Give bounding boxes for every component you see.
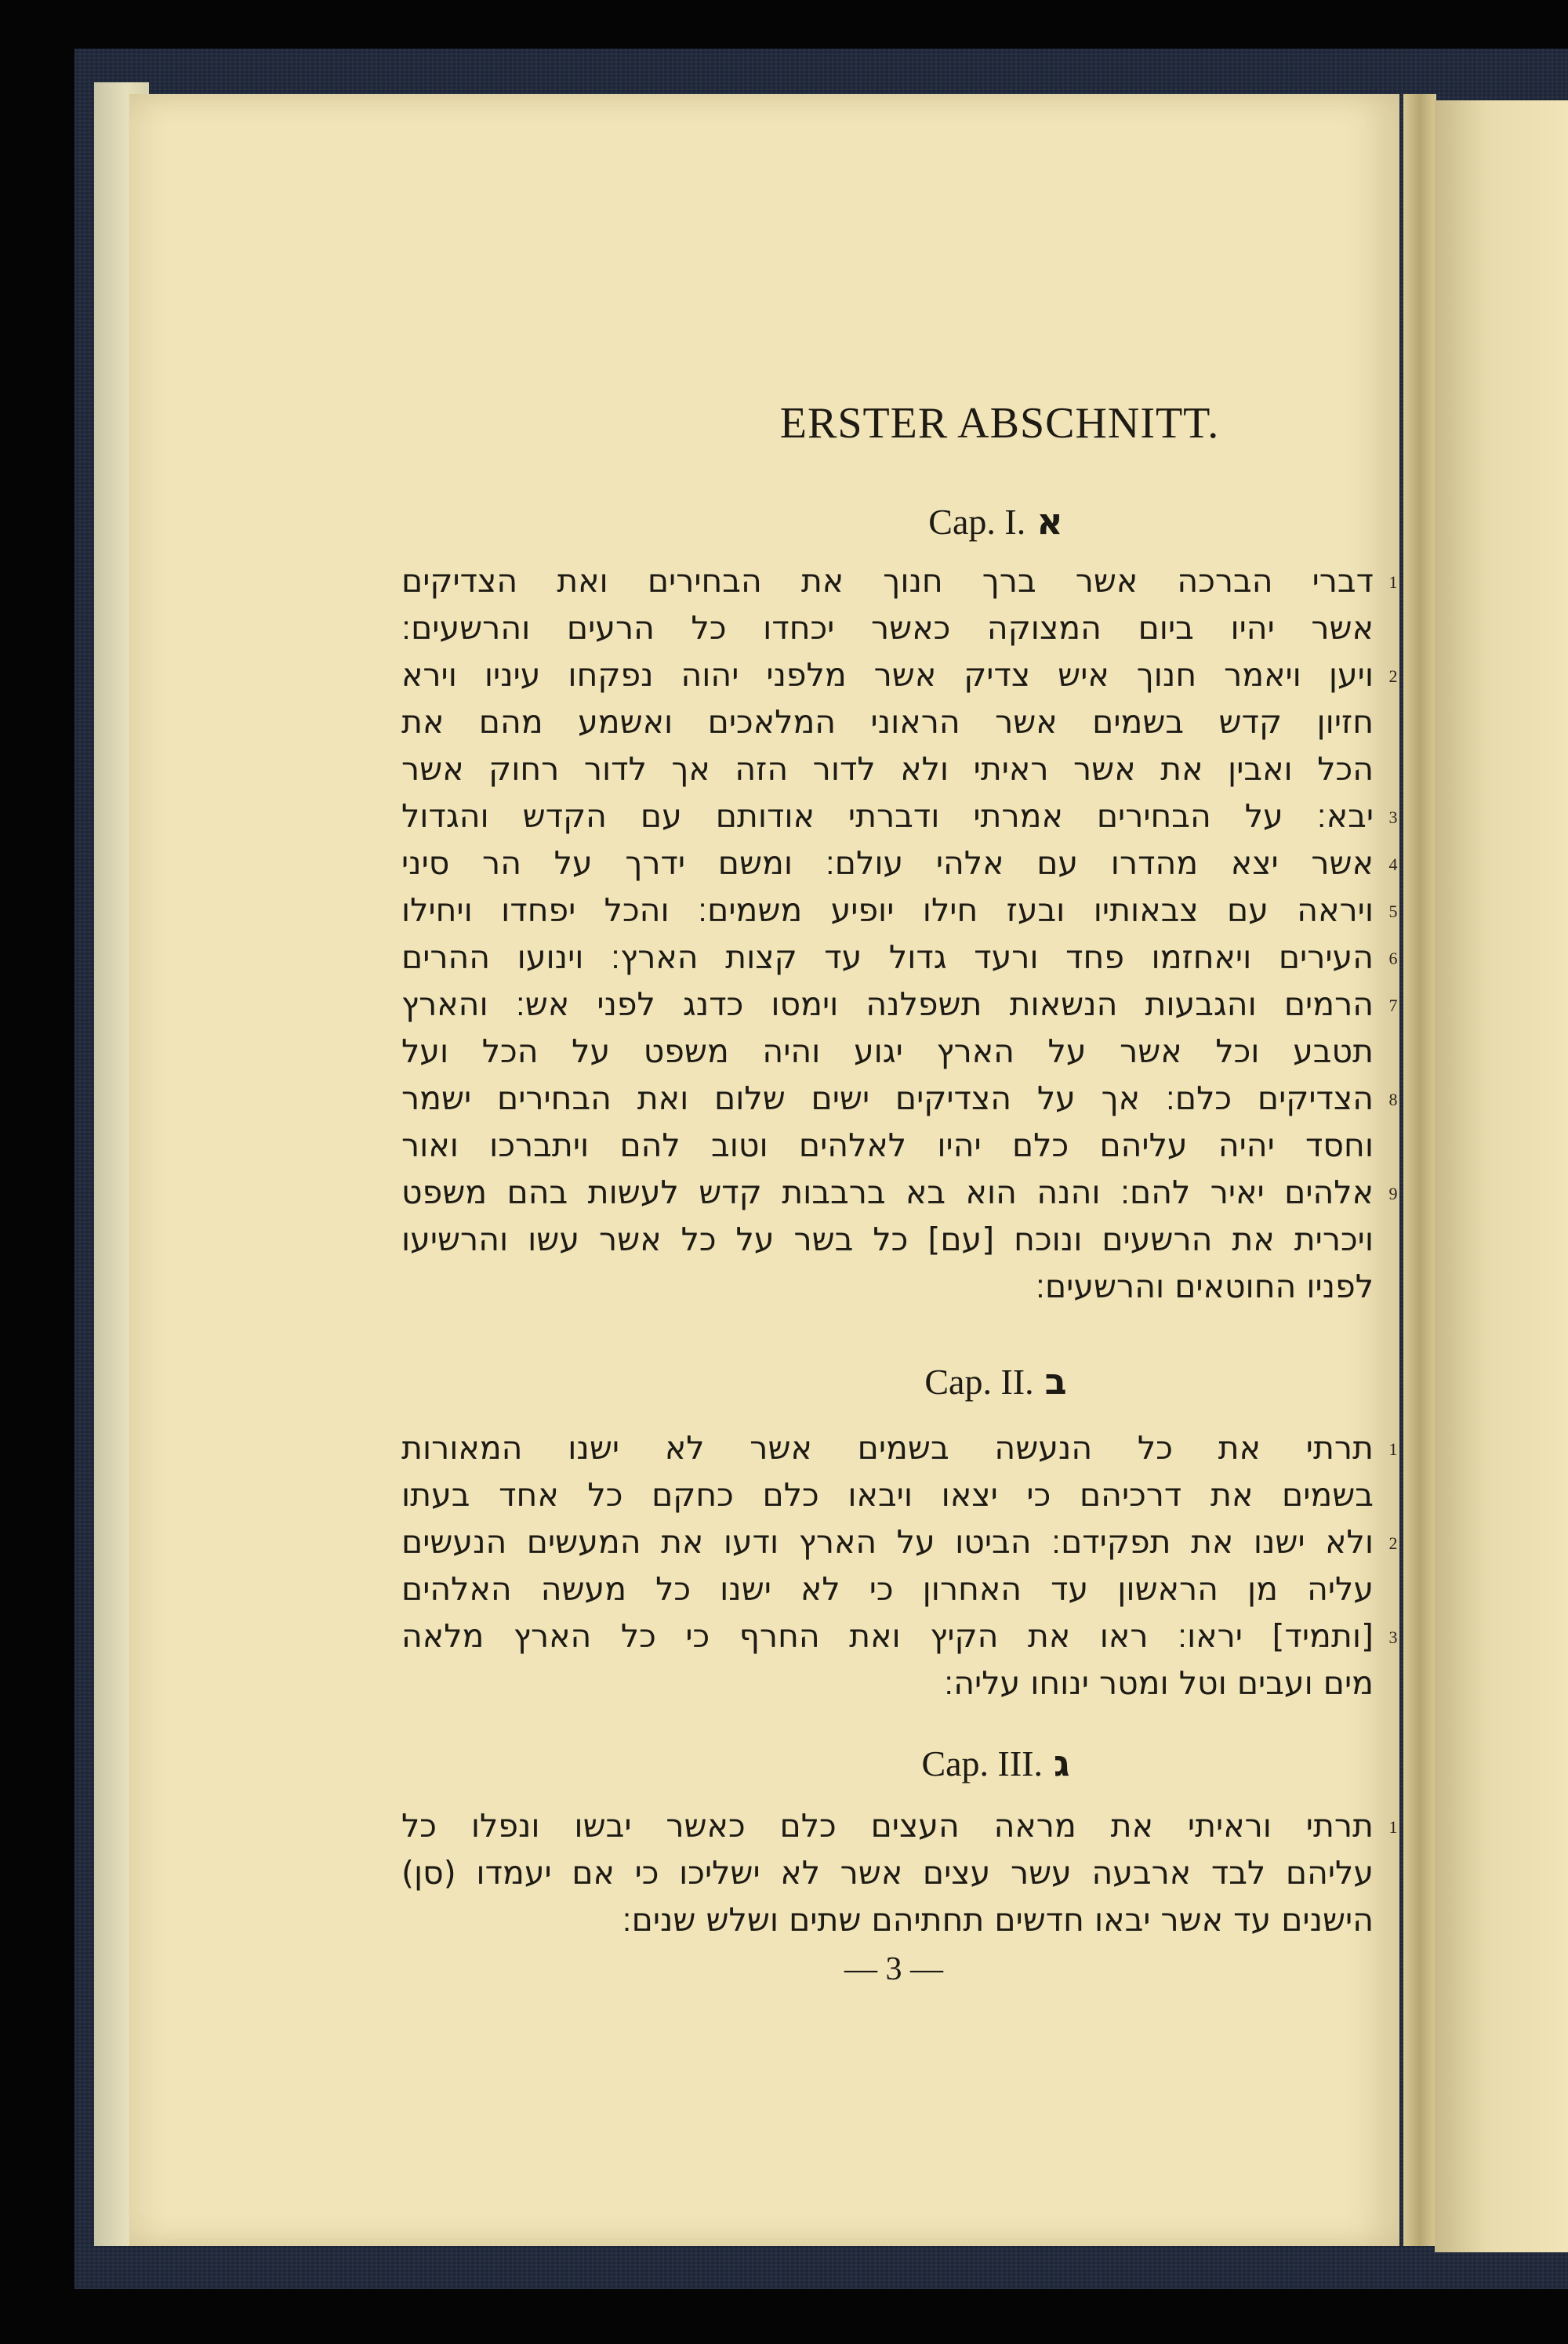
verse-number: 6: [1388, 949, 1398, 968]
verse-number: 4: [1388, 855, 1398, 874]
text-line: הצדיקים כלם׃ אך על הצדיקים ישים שלום ואת הבחירים ישמר: [401, 1079, 1374, 1117]
text-line: אשר יצא מהדרו עם אלהי עולם׃ ומשם ידרך על הר סיני: [401, 844, 1374, 882]
text-line: ולא ישנו את תפקידם׃ הביטו על הארץ ודעו את המעשים הנעשים: [401, 1523, 1374, 1561]
section-heading: ERSTER ABSCHNITT.: [779, 399, 1220, 448]
verse-number: 3: [1388, 1627, 1398, 1647]
text-line: [ותמיד] יראו׃ ראו את הקיץ ואת החרף כי כל הארץ מלאה: [401, 1617, 1374, 1655]
chapter-label: Cap. III.: [921, 1743, 1043, 1783]
text-line: לפניו החוטאים והרשעים׃: [1035, 1268, 1374, 1305]
text-line: ויכרית את הרשעים ונוכח [עם] כל בשר על כל אשר עשו והרשיעו: [401, 1221, 1374, 1258]
text-line: חזיון קדש בשמים אשר הראוני המלאכים ואשמע מהם את: [401, 703, 1374, 741]
verse-number: 1: [1388, 572, 1398, 592]
chapter-hebrew-letter: ב: [1044, 1360, 1067, 1402]
text-line: עליה מן הראשון עד האחרון כי לא ישנו כל מעשה האלהים: [401, 1570, 1374, 1608]
chapter-hebrew-letter: א: [1036, 500, 1063, 542]
text-line: בשמים את דרכיהם כי יצאו ויבאו כלם כחקם כל אחד בעתו: [401, 1476, 1374, 1514]
text-line: אשר יהיו ביום המצוקה כאשר יכחדו כל הרעים והרשעים׃: [401, 609, 1374, 647]
text-line: הישנים עד אשר יבאו חדשים תחתיהם שתים ושלש שנים׃: [622, 1901, 1374, 1939]
text-line: הרמים והגבעות הנשאות תשפלנה וימסו כדנג לפני אש׃ והארץ: [401, 985, 1374, 1023]
text-line: העירים ויאחזמו פחד ורעד גדול עד קצות הארץ׃ וינועו ההרים: [401, 938, 1374, 976]
verse-number: 1: [1388, 1439, 1398, 1459]
chapter-heading-2: [0, 1360, 1568, 1402]
verse-number: 3: [1388, 807, 1398, 827]
verse-number: 5: [1388, 902, 1398, 921]
chapter-label: Cap. II.: [924, 1362, 1034, 1402]
text-line: ויראה עם צבאותיו ובעז חילו יופיע משמים׃ והכל יפחדו ויחילו: [401, 891, 1374, 929]
text-line: יבא׃ על הבחירים אמרתי ודברתי אודותם עם הקדש והגדול: [401, 797, 1374, 835]
verse-number: 7: [1388, 996, 1398, 1015]
verse-number: 1: [1388, 1817, 1398, 1837]
text-line: וחסד יהיה עליהם כלם יהיו לאלהים וטוב להם ויתברכו ואור: [401, 1127, 1374, 1164]
text-line: ויען ויאמר חנוך איש צדיק אשר מלפני יהוה נפקחו עיניו וירא: [401, 656, 1374, 694]
text-line: הכל ואבין את אשר ראיתי ולא לדור הזה אך לדור רחוק אשר: [401, 750, 1374, 788]
page-number: — 3 —: [844, 1951, 943, 1987]
text-line: מים ועבים וטל ומטר ינוחו עליה׃: [944, 1664, 1374, 1702]
chapter-heading-1: [0, 500, 1568, 542]
text-line: דברי הברכה אשר ברך חנוך את הבחירים ואת הצדיקים: [401, 562, 1374, 600]
text-line: תרתי את כל הנעשה בשמים אשר לא ישנו המאורות: [401, 1429, 1374, 1467]
verse-number: 2: [1388, 1533, 1398, 1553]
verse-number: 2: [1388, 666, 1398, 686]
text-line: תרתי וראיתי את מראה העצים כלם כאשר יבשו ונפלו כל: [401, 1807, 1374, 1845]
chapter-hebrew-letter: ג: [1054, 1742, 1070, 1784]
text-line: עליהם לבד ארבעה עשר עצים אשר לא ישליכו כי אם יעמדו (סן): [401, 1854, 1374, 1892]
text-line: אלהים יאיר להם׃ והנה הוא בא ברבבות קדש לעשות בהם משפט: [401, 1174, 1374, 1211]
text-line: תטבע וכל אשר על הארץ יגוע והיה משפט על הכל ועל: [401, 1032, 1374, 1070]
chapter-label: Cap. I.: [928, 502, 1026, 542]
verse-number: 9: [1388, 1184, 1398, 1203]
chapter-heading-3: [0, 1742, 1568, 1784]
verse-number: 8: [1388, 1090, 1398, 1109]
